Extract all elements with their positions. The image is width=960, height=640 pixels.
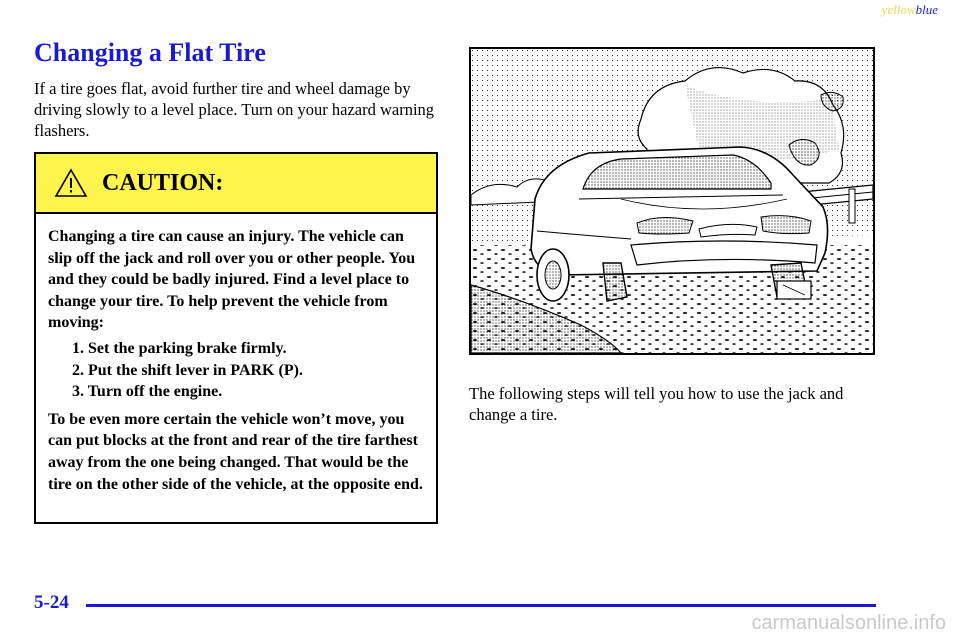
car-flat-tire-illustration bbox=[469, 47, 875, 355]
footer-rule bbox=[86, 604, 876, 607]
caution-box bbox=[34, 152, 438, 524]
color-tag-yellow: yellow bbox=[881, 2, 916, 17]
caution-body bbox=[36, 214, 436, 495]
caution-step: 1. Set the parking brake firmly. bbox=[72, 339, 287, 357]
color-tag bbox=[882, 2, 938, 18]
steps-intro-paragraph: The following steps will tell you how to use the jack and change a tire. bbox=[469, 384, 844, 424]
caution-step: 3. Turn off the engine. bbox=[72, 383, 223, 401]
caution-step: 2. Put the shift lever in PARK (P). bbox=[72, 361, 303, 379]
warning-triangle-icon bbox=[54, 168, 88, 198]
caution-text-2: To be even more certain the vehicle won’t move, you can put blocks at the front and rear of the tire farthest away from the one being changed. That would be the tire on the other side of the vehicle, at the opposite end. bbox=[48, 410, 423, 493]
page-number: 5-24 bbox=[34, 592, 69, 613]
caution-header bbox=[36, 154, 436, 214]
color-tag-blue: blue bbox=[915, 2, 938, 17]
caution-label: CAUTION: bbox=[102, 169, 224, 196]
page-title: Changing a Flat Tire bbox=[34, 38, 266, 67]
caution-steps bbox=[48, 338, 424, 403]
caution-text-1: Changing a tire can cause an injury. The vehicle can slip off the jack and roll over you or other people. You and they could be badly injured. Find a level place to change your tire. To help prevent the vehicle from moving: bbox=[48, 228, 416, 332]
watermark: carmanualsonline.info bbox=[751, 612, 946, 634]
intro-paragraph: If a tire goes flat, avoid further tire and wheel damage by driving slowly to a level place. Turn on your hazard warning flashers. bbox=[34, 79, 435, 140]
